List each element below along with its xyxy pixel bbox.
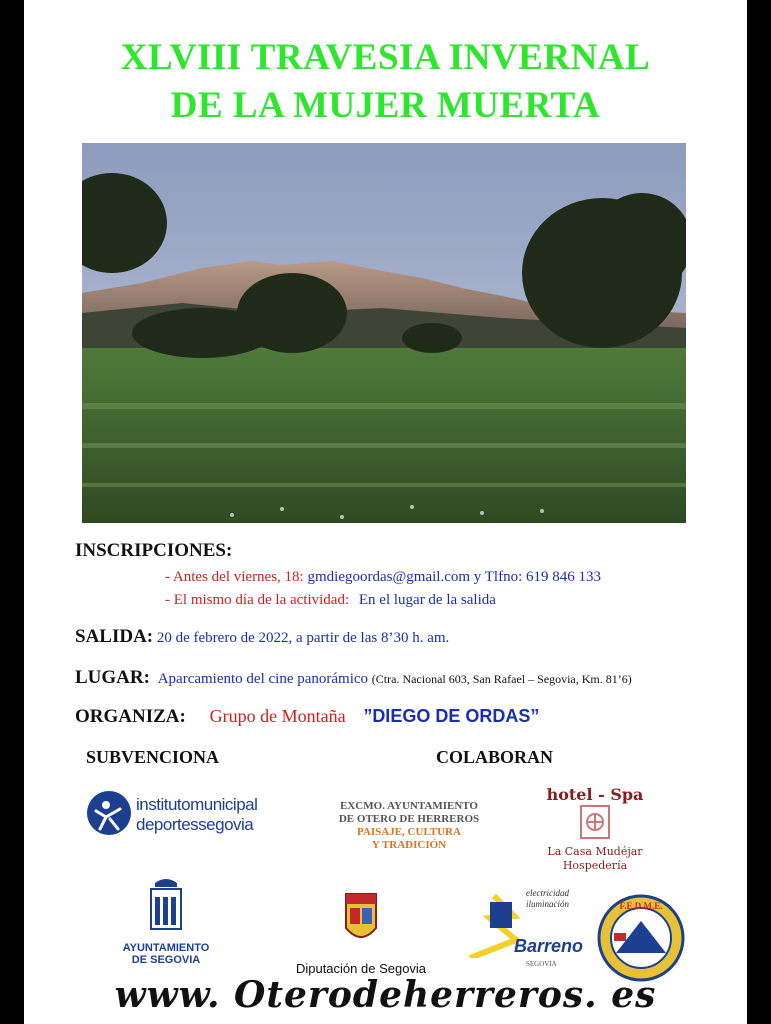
barreno-logo — [464, 888, 594, 978]
diputacion-crest-icon — [336, 888, 386, 950]
barreno-tagline-2: iluminación — [526, 899, 569, 909]
colaboran-heading: COLABORAN — [436, 747, 554, 767]
salida-row — [75, 626, 449, 648]
organiza-label: ORGANIZA: — [75, 706, 186, 727]
hotel-spa-title: hotel - Spa — [546, 785, 644, 804]
barreno-city: SEGOVIA — [526, 960, 557, 968]
inscripciones-item-1-label: - Antes del viernes, 18: — [165, 569, 304, 585]
hotel-line3: Hospedería — [562, 859, 628, 872]
inscripciones-item-1 — [165, 569, 601, 586]
lugar-value: Aparcamiento del cine panorámico — [157, 671, 369, 687]
ayto-otero-line1: EXCMO. AYUNTAMIENTO — [340, 800, 478, 812]
hotel-line2: La Casa Mudéjar — [547, 845, 643, 858]
inscripciones-heading: INSCRIPCIONES: — [75, 540, 233, 561]
ayto-segovia-line2: DE SEGOVIA — [131, 954, 201, 966]
barreno-name: Barreno — [514, 936, 584, 956]
landscape-photo — [82, 143, 686, 523]
ayto-otero-line3: PAISAJE, CULTURA — [357, 826, 461, 838]
diputacion-logo — [286, 888, 436, 974]
lugar-label: LUGAR: — [75, 667, 150, 688]
imd-line1: institutomunicipal — [136, 795, 258, 814]
ayto-segovia-logo — [116, 875, 216, 970]
contact-email-phone[interactable]: gmdiegoordas@gmail.com y Tlfno: 619 846 133 — [307, 569, 601, 585]
fedme-label: F.E.D.M.E. — [619, 901, 663, 911]
organiza-name: ”DIEGO DE ORDAS” — [363, 706, 540, 726]
poster-title-line2: DE LA MUJER MUERTA — [170, 85, 601, 126]
imd-line2: deportessegovia — [136, 815, 254, 834]
salida-value: 20 de febrero de 2022, a partir de las 8’30 h. am. — [156, 630, 450, 646]
website-link[interactable]: www. Oterodeherreros. es — [114, 974, 657, 1016]
organiza-group: Grupo de Montaña — [209, 706, 346, 726]
segovia-crest-icon — [143, 875, 189, 937]
poster-title-line1: XLVIII TRAVESIA INVERNAL — [120, 37, 651, 78]
inscripciones-item-2-value: En el lugar de la salida — [358, 592, 496, 608]
lugar-detail: (Ctra. Nacional 603, San Rafael – Segovia, Km. 81’6) — [371, 672, 632, 686]
diputacion-label: Diputación de Segovia — [295, 961, 427, 976]
salida-label: SALIDA: — [75, 626, 154, 647]
ayto-otero-logo — [324, 800, 494, 852]
imd-segovia-logo — [86, 783, 286, 843]
poster-page — [24, 0, 747, 1024]
ayto-otero-line2: DE OTERO DE HERREROS — [338, 813, 480, 825]
barreno-tagline-1: electricidad — [526, 888, 569, 898]
lugar-row — [75, 667, 632, 689]
ayto-otero-line4: Y TRADICIÓN — [371, 839, 447, 851]
hotel-emblem-icon — [575, 804, 615, 840]
organiza-row — [75, 706, 539, 728]
ayto-segovia-line1: AYUNTAMIENTO — [122, 942, 210, 954]
imd-emblem-icon — [86, 783, 132, 843]
fedme-logo — [596, 893, 686, 983]
hotel-spa-logo — [536, 785, 654, 880]
subvenciona-heading: SUBVENCIONA — [86, 747, 220, 767]
inscripciones-item-2 — [165, 592, 496, 609]
inscripciones-item-2-label: - El mismo día de la actividad: — [165, 592, 350, 608]
